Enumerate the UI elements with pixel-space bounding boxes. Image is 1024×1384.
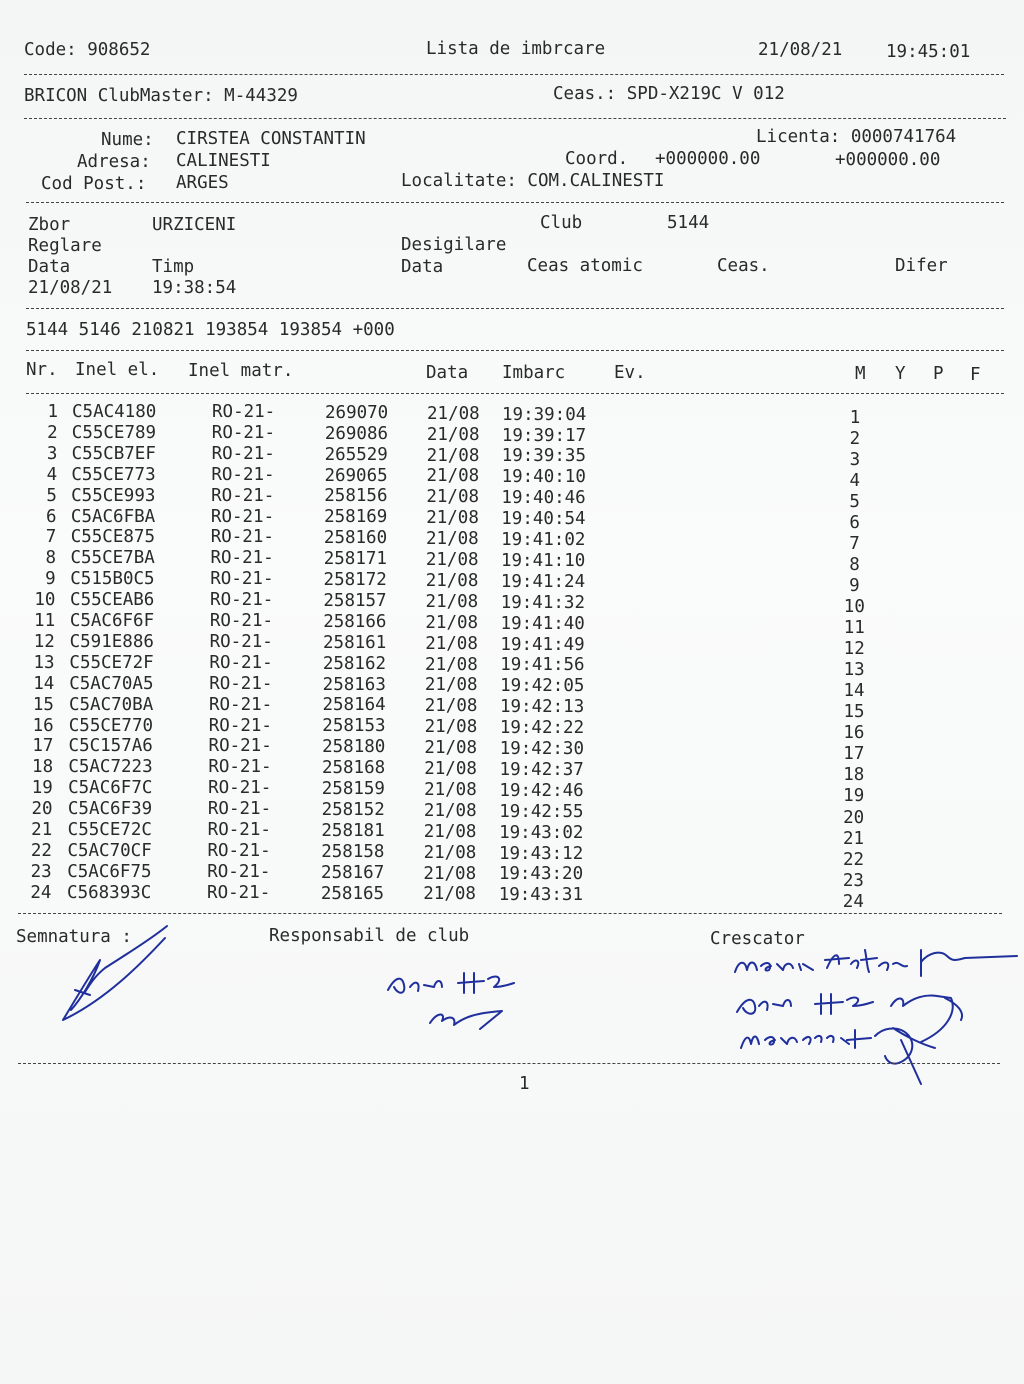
divider [26,308,1004,309]
cell-prefix: RO-21- [207,820,271,840]
cell-inel-matr: 258168 [321,758,386,779]
cell-prefix: RO-21- [211,422,275,443]
cell-nr: 7 [45,527,57,548]
cell-inel-el: C5AC6F75 [67,861,152,882]
cell-m: 3 [849,449,861,470]
cell-prefix: RO-21- [209,673,273,694]
cell-date: 21/08 [425,550,479,571]
col-imbarc: Imbarc [502,363,566,383]
cell-date: 21/08 [423,821,477,842]
cell-inel-el: C5AC6F7C [68,778,153,799]
cell-inel-el: C591E886 [69,631,154,652]
table-row [0,861,1024,891]
cell-date: 21/08 [427,403,480,424]
owner-name: CIRSTEA CONSTANTIN [176,129,366,149]
cell-nr: 3 [46,443,58,464]
cell-prefix: RO-21- [209,611,274,631]
cell-nr: 17 [32,736,54,757]
table-row [0,485,1024,512]
cell-inel-matr: 258165 [320,883,385,904]
cell-nr: 2 [47,422,58,443]
breeder-label: Crescator [710,929,805,949]
cell-m: 1 [849,407,861,428]
cell-time: 19:43:12 [498,843,584,864]
ceas-atomic-label: Ceas atomic [527,256,643,276]
cell-nr: 5 [46,485,57,506]
reglare-label: Reglare [28,236,102,256]
col-y: Y [895,364,906,384]
cell-time: 19:40:46 [501,488,586,509]
table-row [0,631,1024,660]
cell-time: 19:39:04 [502,404,587,425]
cell-inel-el: C568393C [67,882,152,903]
data-label: Data [28,257,71,277]
divider [24,74,1004,75]
cell-m: 7 [849,533,860,554]
cell-inel-el: C55CE875 [70,527,155,548]
cell-time: 19:42:55 [499,801,584,822]
system-name: BRICON ClubMaster: M-44329 [24,86,298,106]
cell-m: 8 [849,554,860,575]
cell-m: 10 [843,597,865,618]
cell-m: 6 [849,512,860,533]
cell-m: 23 [842,870,864,891]
cell-date: 21/08 [424,738,478,759]
owner-postal: ARGES [176,173,229,193]
cell-time: 19:42:46 [499,780,584,801]
cell-inel-matr: 269086 [324,423,389,444]
cell-inel-el: C5C157A6 [68,736,153,757]
cell-time: 19:41:32 [500,592,585,613]
table-row [0,694,1024,723]
divider [26,350,1004,351]
cell-m: 11 [843,618,865,639]
cell-inel-el: C5AC70A5 [69,673,154,694]
cell-inel-el: C55CE770 [68,715,154,736]
col-inel-el: Inel el. [75,360,160,380]
cell-m: 24 [842,891,864,912]
cell-prefix: RO-21- [210,590,274,611]
cell-inel-matr: 258161 [323,632,387,653]
cell-m: 18 [843,765,865,786]
flight-summary: 5144 5146 210821 193854 193854 +000 [26,320,395,340]
clock-model: Ceas.: SPD-X219C V 012 [553,84,785,104]
cell-m: 21 [843,828,865,849]
table-row [0,590,1024,618]
cell-m: 19 [843,786,865,807]
cell-m: 13 [843,660,865,681]
locality: Localitate: COM.CALINESTI [401,171,665,191]
cell-inel-el: C55CE789 [71,422,157,443]
table-row [0,840,1024,870]
cell-inel-matr: 258156 [324,486,388,507]
cell-prefix: RO-21- [210,548,274,569]
cell-inel-matr: 258157 [323,590,387,611]
cell-inel-matr: 269070 [325,402,389,423]
cell-inel-matr: 258159 [321,779,385,800]
cell-date: 21/08 [426,508,479,529]
name-label: Nume: [101,130,154,150]
cell-prefix: RO-21- [212,402,276,422]
cell-inel-el: C5AC6FBA [70,506,156,527]
cell-time: 19:42:13 [499,697,585,718]
page-number: 1 [519,1074,530,1094]
cell-date: 21/08 [423,863,477,884]
cell-time: 19:43:02 [499,822,584,843]
cell-inel-el: C5AC7223 [68,757,153,778]
cell-time: 19:41:49 [500,634,585,655]
cell-nr: 14 [33,673,55,694]
cell-inel-matr: 258158 [321,841,385,862]
cell-m: 2 [849,428,861,449]
table-row [0,652,1024,681]
cell-nr: 10 [34,590,56,611]
cell-inel-matr: 258171 [323,549,387,570]
cell-inel-el: C55CE72C [67,820,152,840]
owner-address: CALINESTI [176,151,271,171]
cell-time: 19:40:10 [501,467,586,488]
cell-nr: 19 [31,778,53,799]
table-row [0,673,1024,702]
cell-m: 5 [849,491,860,512]
table-row [0,548,1024,575]
cell-date: 21/08 [426,529,479,550]
cell-time: 19:42:22 [499,718,585,739]
club-label: Club [540,213,583,233]
cell-inel-matr: 258162 [322,653,387,674]
cell-nr: 24 [30,882,52,903]
cell-nr: 1 [47,402,58,422]
cell-date: 21/08 [425,654,478,675]
reglare-time: 19:38:54 [152,278,237,298]
table-row [0,715,1024,744]
divider [18,913,1002,914]
table-row [0,506,1024,533]
cell-m: 14 [843,681,865,702]
cell-date: 21/08 [424,759,477,780]
zbor-value: URZICENI [152,215,237,235]
table-row [0,422,1024,449]
cell-inel-el: C55CE773 [71,464,156,485]
cell-date: 21/08 [425,633,478,654]
cell-inel-matr: 258160 [323,528,388,549]
cell-prefix: RO-21- [208,778,272,799]
cell-inel-matr: 258164 [322,695,386,716]
cell-prefix: RO-21- [208,757,272,778]
divider [18,1063,1000,1064]
cell-time: 19:41:40 [500,613,585,634]
cell-m: 16 [843,723,865,744]
divider [26,393,1004,394]
coord-1: +000000.00 [655,149,761,169]
cell-nr: 9 [45,569,56,590]
cell-nr: 23 [30,861,52,882]
signature-label: Semnatura : [16,927,132,947]
col-data: Data [426,363,469,383]
club-value: 5144 [667,213,710,233]
cell-m: 12 [843,639,865,660]
col-nr: Nr. [26,360,58,380]
table-row [0,757,1024,786]
table-row [0,402,1024,428]
cell-inel-el: C515B0C5 [70,569,155,590]
breeder-signatures [725,940,1020,1090]
cell-nr: 20 [31,799,53,820]
cell-inel-matr: 258152 [321,799,385,820]
cell-time: 19:40:54 [501,509,586,530]
cell-m: 20 [843,807,865,828]
cell-date: 21/08 [426,487,480,508]
cell-inel-el: C5AC6F39 [67,799,153,820]
cell-prefix: RO-21- [207,840,271,861]
table-row [0,820,1024,849]
cell-time: 19:39:35 [501,446,586,467]
table-row [0,527,1024,554]
cell-inel-el: C55CE7BA [70,548,155,569]
cell-nr: 13 [33,652,55,673]
cell-inel-matr: 265529 [324,444,388,465]
cell-nr: 12 [33,631,55,652]
col-f: F [970,365,981,385]
cell-date: 21/08 [425,570,479,591]
coord-2: +000000.00 [835,150,941,170]
cell-time: 19:42:30 [499,739,584,760]
table-row [0,799,1024,828]
data-label-2: Data [401,257,444,277]
cell-prefix: RO-21- [207,799,272,820]
cell-prefix: RO-21- [209,631,273,652]
cell-prefix: RO-21- [207,861,271,882]
cell-nr: 15 [32,694,54,715]
cell-nr: 8 [45,548,56,569]
divider [26,202,1004,203]
table-row [0,611,1024,639]
cell-prefix: RO-21- [208,694,273,715]
cell-prefix: RO-21- [210,506,275,527]
cell-date: 21/08 [423,884,476,905]
cell-nr: 22 [30,840,52,861]
cell-prefix: RO-21- [211,443,275,464]
timp-label: Timp [152,257,195,277]
cell-time: 19:39:17 [501,425,587,446]
cell-inel-el: C55CE993 [71,485,156,506]
cell-time: 19:41:10 [500,550,586,571]
cell-date: 21/08 [423,800,477,821]
ceas-label: Ceas. [717,256,770,276]
cell-inel-el: C5AC6F6F [69,611,155,631]
cell-inel-matr: 258169 [324,507,388,528]
cell-date: 21/08 [426,466,480,487]
table-row [0,443,1024,470]
cell-time: 19:41:24 [500,571,586,592]
license: Licenta: 0000741764 [756,127,957,147]
coord-label: Coord. [565,149,629,169]
cell-nr: 4 [46,464,58,485]
cell-m: 22 [842,849,865,870]
cell-prefix: RO-21- [211,485,275,506]
cell-time: 19:43:31 [498,885,583,906]
cell-inel-matr: 258172 [323,570,387,591]
col-m: M [855,364,866,384]
cell-nr: 18 [32,757,54,778]
reglare-date: 21/08/21 [28,278,113,298]
header-date: 21/08/21 [758,40,843,60]
cell-m: 9 [849,575,860,596]
col-p: P [933,364,944,384]
cell-time: 19:43:20 [498,864,584,885]
cell-m: 17 [843,744,865,765]
cell-inel-matr: 258153 [322,716,386,737]
cell-inel-el: C5AC70CF [67,840,152,861]
address-label: Adresa: [77,152,151,172]
cell-nr: 11 [34,611,56,631]
cell-inel-el: C55CEAB6 [70,590,155,611]
cell-date: 21/08 [426,424,480,445]
cell-nr: 16 [32,715,54,736]
table-row [0,736,1024,765]
zbor-label: Zbor [28,215,71,235]
cell-date: 21/08 [424,779,477,800]
cell-inel-el: C55CB7EF [71,443,156,464]
col-ev: Ev. [614,363,646,383]
responsible-signature [380,965,530,1035]
cell-inel-matr: 258167 [321,862,385,883]
col-inel-matr: Inel matr. [188,361,294,381]
cell-inel-matr: 258180 [322,737,386,758]
cell-prefix: RO-21- [210,527,274,548]
cell-time: 19:41:56 [500,655,585,676]
cell-date: 21/08 [426,445,480,466]
cell-m: 4 [849,470,861,491]
postal-label: Cod Post.: [41,174,147,194]
cell-inel-matr: 269065 [324,465,388,486]
cell-prefix: RO-21- [210,569,274,590]
cell-date: 21/08 [424,675,478,696]
cell-time: 19:41:02 [501,530,586,551]
cell-date: 21/08 [425,591,479,612]
desigilare-label: Desigilare [401,235,507,255]
cell-prefix: RO-21- [211,464,275,485]
cell-prefix: RO-21- [207,882,271,903]
cell-prefix: RO-21- [209,652,273,673]
table-row [0,882,1024,912]
table-row [0,778,1024,807]
table-row [0,464,1024,491]
cell-inel-el: C55CE72F [69,652,154,673]
cell-time: 19:42:05 [500,676,585,697]
header-time: 19:45:01 [886,42,971,62]
signature-scribble [55,920,180,1030]
club-responsible-label: Responsabil de club [269,926,470,946]
document-title: Lista de imbrcare [426,39,606,59]
cell-date: 21/08 [424,717,478,738]
divider [24,118,1006,119]
cell-nr: 6 [46,506,57,527]
cell-inel-matr: 258163 [322,674,386,695]
cell-prefix: RO-21- [208,715,272,736]
cell-prefix: RO-21- [208,736,272,757]
cell-inel-el: C5AC70BA [68,694,154,715]
cell-time: 19:42:37 [499,759,584,780]
cell-inel-matr: 258181 [321,820,385,841]
cell-nr: 21 [31,820,53,840]
difer-label: Difer [895,256,948,276]
cell-date: 21/08 [425,612,479,633]
cell-m: 15 [843,702,865,723]
cell-inel-matr: 258166 [323,611,387,632]
code-label: Code: 908652 [24,40,151,60]
cell-date: 21/08 [424,696,478,717]
cell-inel-el: C5AC4180 [72,402,157,422]
cell-date: 21/08 [423,842,477,863]
table-row [0,569,1024,596]
